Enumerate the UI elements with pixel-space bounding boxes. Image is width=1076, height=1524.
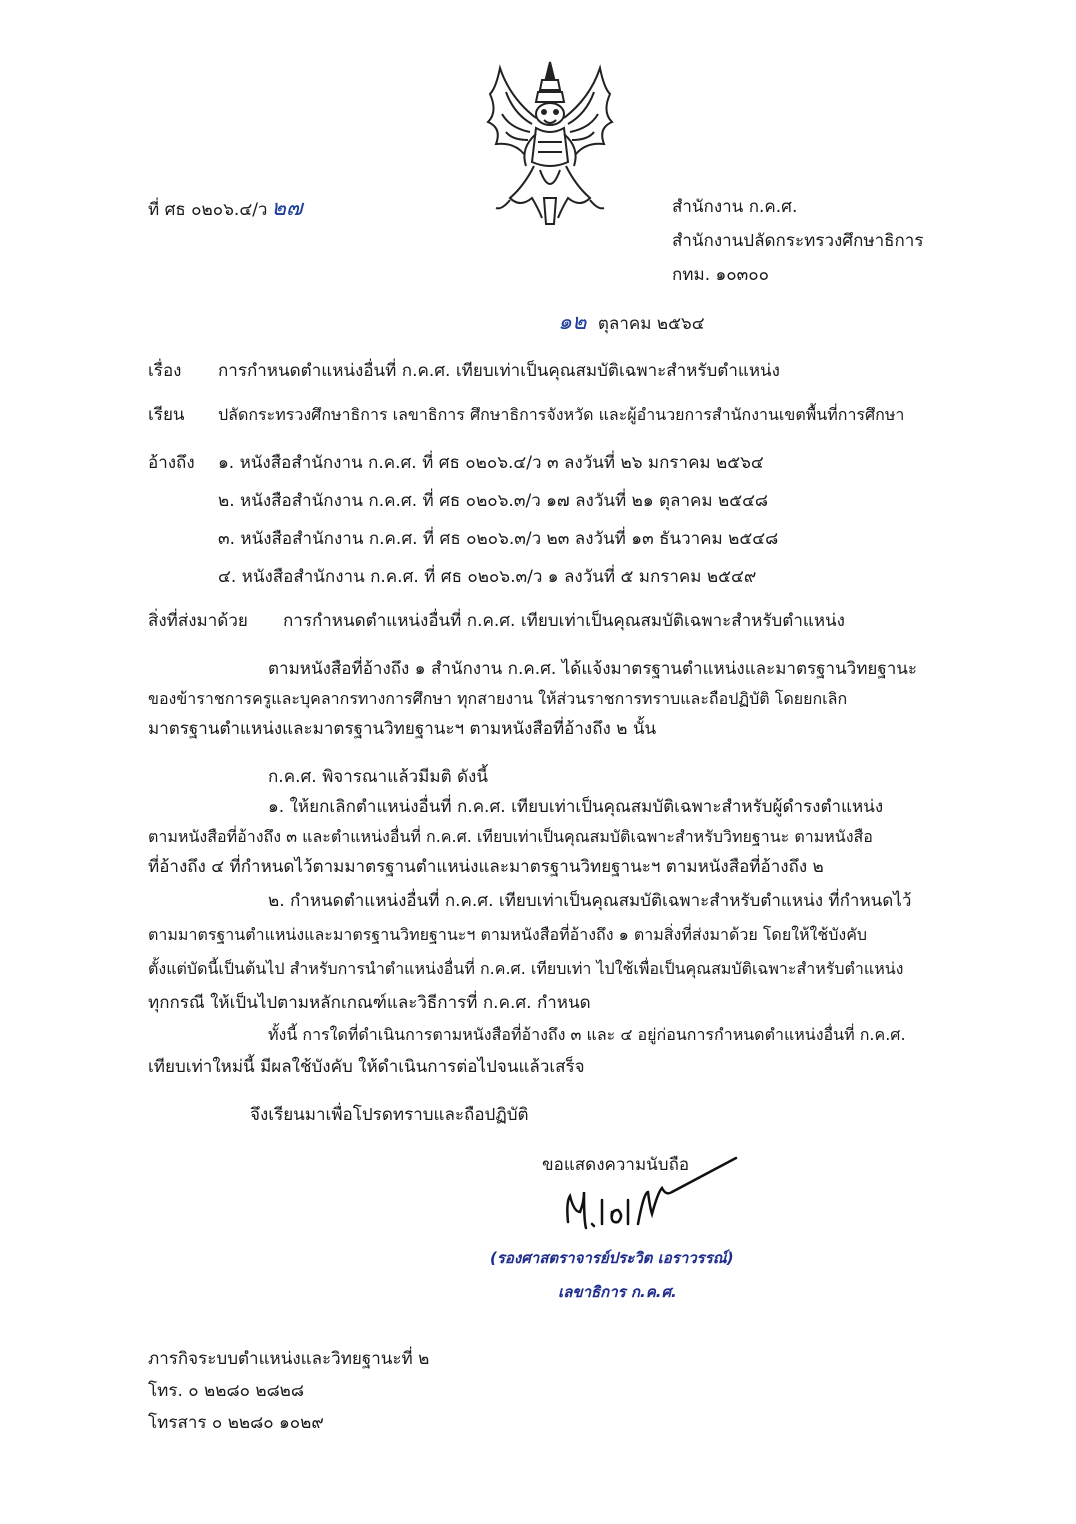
reference-prefix: ที่ ศธ ๐๒๐๖.๔/ว <box>148 200 268 220</box>
reference-item: ๑. หนังสือสำนักงาน ก.ค.ศ. ที่ ศธ ๐๒๐๖.๔/ว ๓ ลงวันที่ ๒๖ มกราคม ๒๕๖๔ <box>218 453 764 473</box>
reference-item: ๔. หนังสือสำนักงาน ก.ค.ศ. ที่ ศธ ๐๒๐๖.๓/ว ๑ ลงวันที่ ๕ มกราคม ๒๕๔๙ <box>218 567 757 587</box>
org-line-3: กทม. ๑๐๓๐๐ <box>672 265 770 285</box>
body-line: ตามมาตรฐานตำแหน่งและมาตรฐานวิทยฐานะฯ ตามหนังสือที่อ้างถึง ๑ ตามสิ่งที่ส่งมาด้วย โดยให้ใช้บังคับ <box>148 925 868 944</box>
enclosure-label: สิ่งที่ส่งมาด้วย <box>148 611 248 631</box>
reference-number <box>148 198 303 221</box>
org-line-1: สำนักงาน ก.ค.ศ. <box>672 197 798 217</box>
subject-text: การกำหนดตำแหน่งอื่นที่ ก.ค.ศ. เทียบเท่าเป็นคุณสมบัติเฉพาะสำหรับตำแหน่ง <box>218 361 780 381</box>
references-label: อ้างถึง <box>148 453 195 473</box>
date-month-year: ตุลาคม ๒๕๖๔ <box>597 314 705 334</box>
signatory-name: (รองศาสตราจารย์ประวิต เอราวรรณ์) <box>490 1249 734 1267</box>
body-line: ๒. กำหนดตำแหน่งอื่นที่ ก.ค.ศ. เทียบเท่าเป็นคุณสมบัติเฉพาะสำหรับตำแหน่ง ที่กำหนดไว้ <box>268 891 912 911</box>
date-day-handwritten: ๑๒ <box>558 310 587 335</box>
closing-line: จึงเรียนมาเพื่อโปรดทราบและถือปฏิบัติ <box>250 1105 529 1125</box>
reference-item: ๒. หนังสือสำนักงาน ก.ค.ศ. ที่ ศธ ๐๒๐๖.๓/ว ๑๗ ลงวันที่ ๒๑ ตุลาคม ๒๕๔๘ <box>218 491 769 511</box>
enclosure-text: การกำหนดตำแหน่งอื่นที่ ก.ค.ศ. เทียบเท่าเป็นคุณสมบัติเฉพาะสำหรับตำแหน่ง <box>283 611 845 631</box>
body-line: ตามหนังสือที่อ้างถึง ๓ และตำแหน่งอื่นที่ ก.ค.ศ. เทียบเท่าเป็นคุณสมบัติเฉพาะสำหรับวิทยฐานะ ตามหนังสือ <box>148 827 873 846</box>
body-line: เทียบเท่าใหม่นี้ มีผลใช้บังคับ ให้ดำเนินการต่อไปจนแล้วเสร็จ <box>148 1057 585 1077</box>
body-line: ที่อ้างถึง ๔ ที่กำหนดไว้ตามมาตรฐานตำแหน่งและมาตรฐานวิทยฐานะฯ ตามหนังสือที่อ้างถึง ๒ <box>148 857 824 877</box>
org-line-2: สำนักงานปลัดกระทรวงศึกษาธิการ <box>672 231 924 251</box>
body-line: ก.ค.ศ. พิจารณาแล้วมีมติ ดังนี้ <box>268 767 488 787</box>
subject-label: เรื่อง <box>148 361 182 381</box>
body-line: ๑. ให้ยกเลิกตำแหน่งอื่นที่ ก.ค.ศ. เทียบเท่าเป็นคุณสมบัติเฉพาะสำหรับผู้ดำรงตำแหน่ง <box>268 797 884 817</box>
body-line: ทั้งนี้ การใดที่ดำเนินการตามหนังสือที่อ้างถึง ๓ และ ๔ อยู่ก่อนการกำหนดตำแหน่งอื่นที่ ก.ค.ศ. <box>268 1025 906 1044</box>
body-line: มาตรฐานตำแหน่งและมาตรฐานวิทยฐานะฯ ตามหนังสือที่อ้างถึง ๒ นั้น <box>148 719 657 739</box>
body-line: ตั้งแต่บัดนี้เป็นต้นไป สำหรับการนำตำแหน่งอื่นที่ ก.ค.ศ. เทียบเท่า ไปใช้เพื่อเป็นคุณสมบัติเฉพาะสำหรับตำแหน่ง <box>148 959 904 978</box>
recipient-text: ปลัดกระทรวงศึกษาธิการ เลขาธิการ ศึกษาธิการจังหวัด และผู้อำนวยการสำนักงานเขตพื้นที่การศึกษา <box>218 405 905 424</box>
document-date <box>558 312 705 335</box>
body-line: ทุกกรณี ให้เป็นไปตามหลักเกณฑ์และวิธีการที่ ก.ค.ศ. กำหนด <box>148 993 591 1013</box>
body-line: ตามหนังสือที่อ้างถึง ๑ สำนักงาน ก.ค.ศ. ได้แจ้งมาตรฐานตำแหน่งและมาตรฐานวิทยฐานะ <box>268 659 918 679</box>
footer-phone: โทร. ๐ ๒๒๘๐ ๒๘๒๘ <box>148 1381 305 1401</box>
handwritten-signature <box>540 1152 740 1242</box>
footer-fax: โทรสาร ๐ ๒๒๘๐ ๑๐๒๙ <box>148 1413 324 1433</box>
reference-item: ๓. หนังสือสำนักงาน ก.ค.ศ. ที่ ศธ ๐๒๐๖.๓/ว ๒๓ ลงวันที่ ๑๓ ธันวาคม ๒๕๔๘ <box>218 529 779 549</box>
reference-handwritten-number: ๒๗ <box>271 196 303 221</box>
salutation: ขอแสดงความนับถือ <box>542 1155 690 1175</box>
recipient-label: เรียน <box>148 405 185 425</box>
signatory-title: เลขาธิการ ก.ค.ศ. <box>558 1283 677 1301</box>
garuda-emblem <box>480 58 620 228</box>
body-line: ของข้าราชการครูและบุคลากรทางการศึกษา ทุกสายงาน ให้ส่วนราชการทราบและถือปฏิบัติ โดยยกเลิก <box>148 689 848 708</box>
footer-department: ภารกิจระบบตำแหน่งและวิทยฐานะที่ ๒ <box>148 1349 430 1369</box>
